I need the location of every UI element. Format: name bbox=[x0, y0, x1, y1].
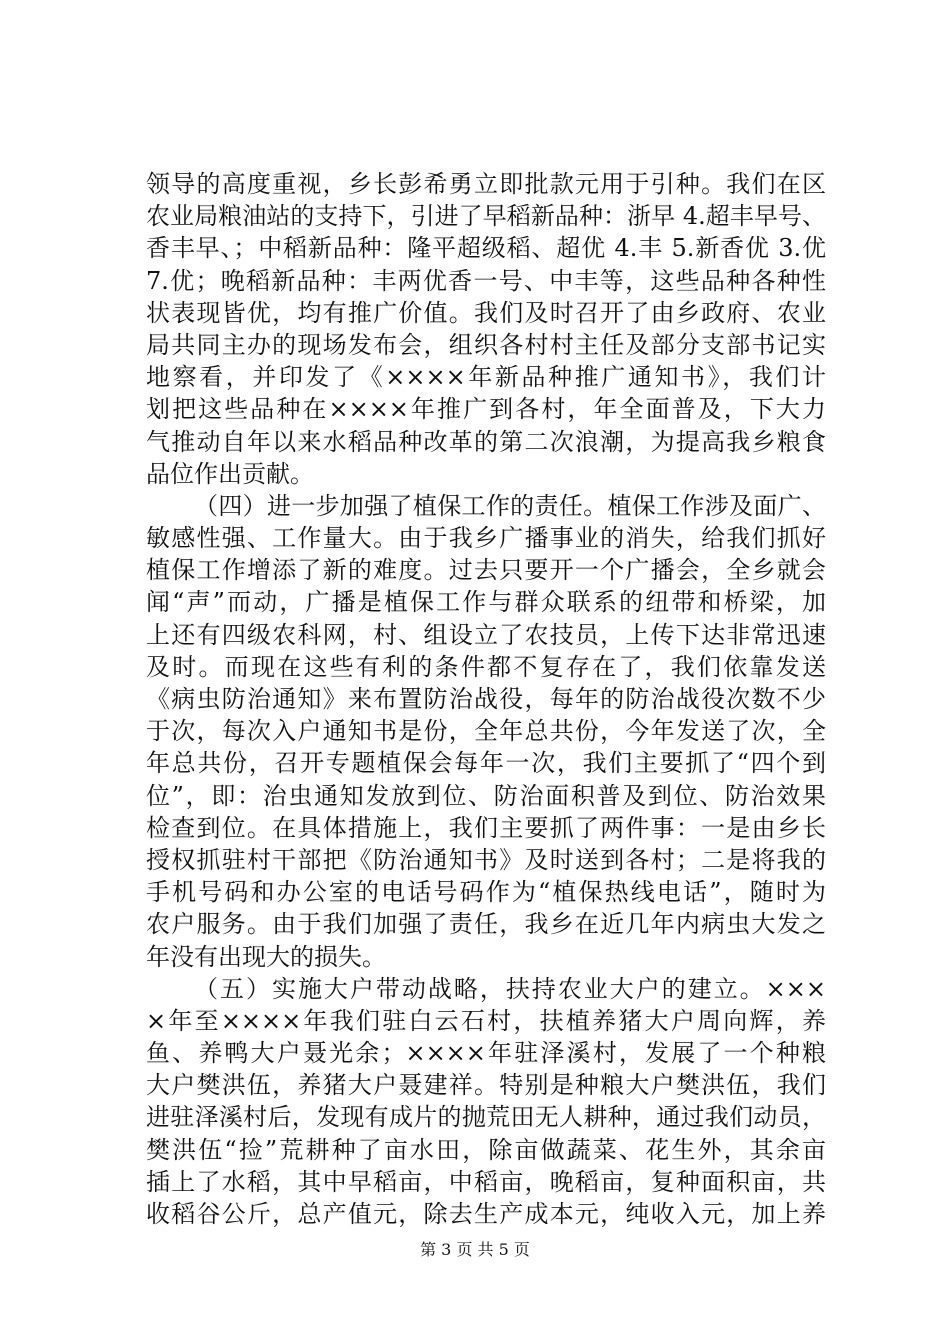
text-line: 《病虫防治通知》来布置防治战役，每年的防治战役次数不少 bbox=[146, 685, 826, 713]
text-line: 及时。而现在这些有利的条件都不复存在了，我们依靠发送 bbox=[146, 652, 826, 681]
text-line: 年没有出现大的损失。 bbox=[146, 942, 386, 971]
text-line: 收稻谷公斤，总产值元，除去生产成本元，纯收入元，加上养 bbox=[146, 1200, 826, 1228]
text-line: 香丰早、；中稻新品种：隆平超级稻、超优 4.丰 5.新香优 3.优 bbox=[146, 234, 826, 263]
text-line: 樊洪伍“捡”荒耕种了亩水田，除亩做蔬菜、花生外，其余亩 bbox=[146, 1135, 826, 1164]
page-footer: 第 3 页 共 5 页 bbox=[420, 1240, 530, 1259]
text-line: 大户樊洪伍，养猪大户聂建祥。特别是种粮大户樊洪伍，我们 bbox=[146, 1071, 826, 1100]
text-line: 气推动自年以来水稻品种改革的第二次浪潮，为提高我乡粮食 bbox=[146, 427, 826, 456]
text-line: （四）进一步加强了植保工作的责任。植保工作涉及面广、 bbox=[194, 491, 826, 520]
text-line: 植保工作增添了新的难度。过去只要开一个广播会，全乡就会 bbox=[146, 556, 826, 585]
text-line: 领导的高度重视，乡长彭希勇立即批款元用于引种。我们在区 bbox=[146, 170, 826, 198]
text-line: 划把这些品种在××××年推广到各村，年全面普及，下大力 bbox=[146, 395, 826, 424]
text-line: 农业局粮油站的支持下，引进了早稻新品种：浙早 4.超丰早号、 bbox=[146, 202, 826, 231]
text-line: 上还有四级农科网，村、组设立了农技员，上传下达非常迅速 bbox=[146, 620, 826, 649]
text-line: 农户服务。由于我们加强了责任，我乡在近几年内病虫大发之 bbox=[146, 910, 826, 939]
text-line: 地察看，并印发了《××××年新品种推广通知书》，我们计 bbox=[146, 363, 826, 392]
text-line: 敏感性强、工作量大。由于我乡广播事业的消失，给我们抓好 bbox=[146, 524, 826, 553]
text-line: 于次，每次入户通知书是份，全年总共份，今年发送了次，全 bbox=[146, 717, 826, 746]
body-text bbox=[146, 168, 826, 1230]
text-line: 闻“声”而动，广播是植保工作与群众联系的纽带和桥梁，加 bbox=[146, 588, 826, 617]
text-line: 局共同主办的现场发布会，组织各村村主任及部分支部书记实 bbox=[146, 330, 826, 359]
text-line: 插上了水稻，其中早稻亩，中稻亩，晚稻亩，复种面积亩，共 bbox=[146, 1167, 826, 1196]
text-line: ×年至××××年我们驻白云石村，扶植养猪大户周向辉，养 bbox=[146, 1006, 826, 1035]
text-line: 位”，即：治虫通知发放到位、防治面积普及到位、防治效果 bbox=[146, 781, 826, 810]
text-line: 手机号码和办公室的电话号码作为“植保热线电话”，随时为 bbox=[146, 878, 826, 907]
text-line: 进驻泽溪村后，发现有成片的抛荒田无人耕种，通过我们动员， bbox=[146, 1103, 826, 1132]
text-line: （五）实施大户带动战略，扶持农业大户的建立。××× bbox=[194, 974, 826, 1003]
text-line: 检查到位。在具体措施上，我们主要抓了两件事：一是由乡长 bbox=[146, 813, 826, 842]
text-line: 授权抓驻村干部把《防治通知书》及时送到各村；二是将我的 bbox=[146, 845, 826, 874]
text-line: 7.优；晚稻新品种：丰两优香一号、中丰等，这些品种各种性 bbox=[146, 266, 826, 295]
text-line: 品位作出贡献。 bbox=[146, 459, 314, 488]
text-line: 鱼、养鸭大户聂光余；××××年驻泽溪村，发展了一个种粮 bbox=[146, 1039, 826, 1068]
text-line: 状表现皆优，均有推广价值。我们及时召开了由乡政府、农业 bbox=[146, 298, 826, 327]
text-line: 年总共份，召开专题植保会每年一次，我们主要抓了“四个到 bbox=[146, 749, 826, 778]
